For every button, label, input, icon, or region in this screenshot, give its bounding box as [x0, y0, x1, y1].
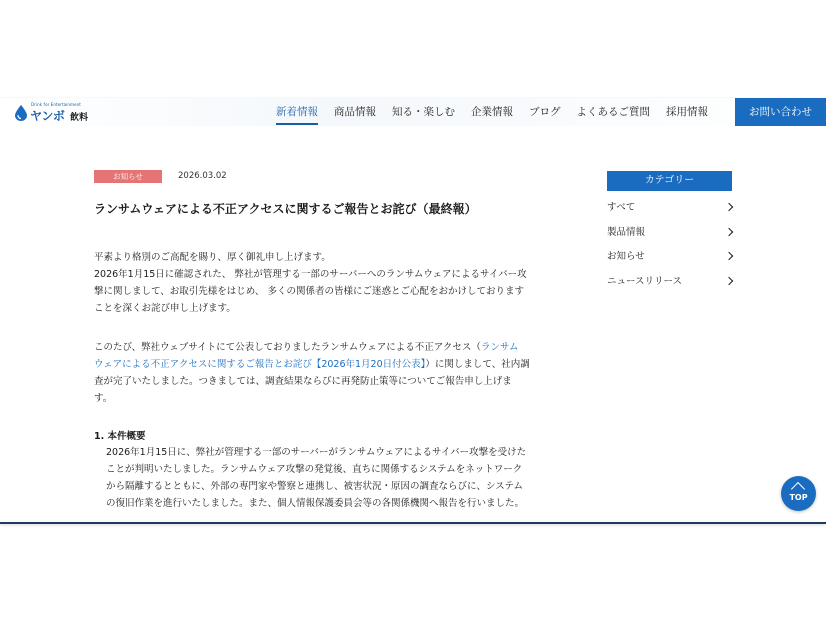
- paragraph-line: 2026年1月15日に、弊社が管理する一部のサーバーがランサムウェアによるサイバー攻撃を受けた: [106, 447, 527, 458]
- category-item-notices[interactable]: [607, 245, 735, 270]
- article-paragraph-overview: [106, 444, 576, 512]
- paragraph-line: す。: [94, 393, 113, 404]
- back-to-top-label: TOP: [789, 493, 808, 502]
- nav-item-learn-enjoy[interactable]: 知る・楽しむ: [392, 106, 455, 118]
- logo-tagline: Drink for Entertainment: [31, 102, 81, 107]
- nav-item-company[interactable]: 企業情報: [471, 106, 513, 118]
- category-item-label: すべて: [607, 202, 636, 213]
- paragraph-line: 査が完了いたしました。つきましては、調査結果ならびに再発防止策等についてご報告申し上げま: [94, 376, 512, 387]
- nav-item-recruit[interactable]: 採用情報: [666, 106, 708, 118]
- browser-viewport: [0, 98, 826, 524]
- paragraph-line: 平素より格別のご高配を賜り、厚く御礼申し上げます。: [94, 252, 331, 263]
- paragraph-line: [94, 356, 564, 373]
- site-header: [0, 98, 826, 126]
- previous-notice-link[interactable]: ランサム: [480, 342, 519, 353]
- article-date: 2026.03.02: [178, 171, 227, 181]
- category-item-news-release[interactable]: [607, 270, 735, 295]
- category-item-all[interactable]: [607, 196, 735, 221]
- chevron-right-icon: [725, 276, 733, 284]
- site-logo[interactable]: [14, 102, 104, 122]
- main-nav: [268, 98, 716, 126]
- paragraph-text: このたび、弊社ウェブサイトにて公表しておりましたランサムウェアによる不正アクセス（: [94, 342, 481, 353]
- paragraph-line: ことが判明いたしました。ランサムウェア攻撃の発覚後、直ちに関係するシステムをネットワーク: [106, 464, 523, 475]
- water-drop-icon: [14, 105, 28, 121]
- paragraph-line: から隔離するとともに、外部の専門家や警察と連携し、被害状況・原因の調査ならびに、システム: [106, 481, 524, 492]
- chevron-right-icon: [725, 227, 733, 235]
- category-heading: カテゴリー: [607, 171, 732, 191]
- chevron-right-icon: [725, 203, 733, 211]
- category-item-label: ニュースリリース: [607, 275, 683, 287]
- category-list: [607, 196, 735, 294]
- logo-brand-sub: 飲料: [70, 113, 89, 123]
- contact-button[interactable]: お問い合わせ: [735, 98, 826, 126]
- category-badge: お知らせ: [94, 170, 162, 183]
- article-paragraph-announcement: [94, 339, 564, 407]
- logo-brand: ヤンボ: [30, 109, 65, 123]
- nav-item-blog[interactable]: ブログ: [529, 106, 561, 118]
- article-title: ランサムウェアによる不正アクセスに関するご報告とお詫び（最終報）: [94, 202, 477, 216]
- nav-item-products[interactable]: 商品情報: [334, 106, 376, 118]
- previous-notice-link-continued[interactable]: ウェアによる不正アクセスに関するご報告とお詫び【2026年1月20日付公表】: [94, 359, 426, 370]
- paragraph-text: ）に関しまして、社内調: [425, 359, 530, 370]
- category-item-label: お知らせ: [607, 251, 645, 262]
- category-item-label: 製品情報: [607, 226, 646, 238]
- nav-item-news[interactable]: 新着情報: [268, 98, 326, 126]
- article-paragraph-intro: [94, 249, 564, 317]
- paragraph-line: の復旧作業を進行いたしました。また、個人情報保護委員会等の各関係機関へ報告を行いました。: [106, 498, 525, 509]
- paragraph-line: 2026年1月15日に確認された、 弊社が管理する一部のサーバーへのランサムウェアによるサイバー攻: [94, 269, 527, 280]
- nav-item-faq[interactable]: よくあるご質問: [576, 106, 650, 118]
- category-item-products[interactable]: [607, 221, 735, 246]
- paragraph-line: [94, 339, 564, 356]
- paragraph-line: 撃に関しまして、お取引先様をはじめ、 多くの関係者の皆様にご迷惑とご心配をおかけしております: [94, 286, 524, 297]
- chevron-right-icon: [725, 252, 733, 260]
- section-heading-overview: 1. 本件概要: [94, 431, 146, 442]
- back-to-top-button[interactable]: [781, 476, 816, 511]
- paragraph-line: ことを深くお詫び申し上げます。: [94, 303, 236, 314]
